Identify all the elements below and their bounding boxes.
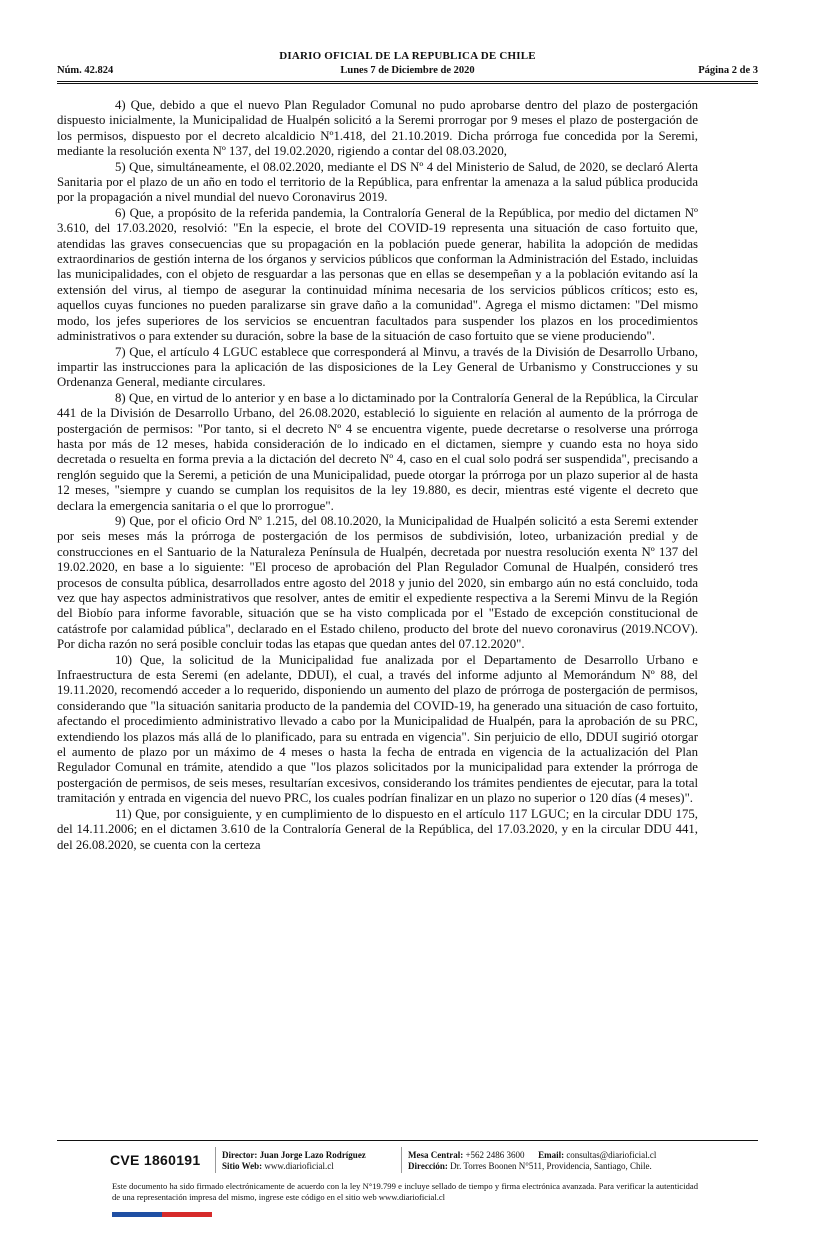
email-label: Email:	[538, 1150, 565, 1160]
paragraph: 8) Que, en virtud de lo anterior y en base a lo dictaminado por la Contraloría General de la República, la Circular 441 de la División de Desarrollo Urbano, del 26.08.2020, estableció lo siguiente en relación al aumento de la prórroga de postergación de permisos: "Por tanto, si el decreto Nº 4 se encuentra vigente, puede decretarse o resolverse una prórroga hasta por más de 12 meses, habida consideración de lo indicado en el dictamen, siempre y cuando esta no hoya sido decretada o resuelta en forma previa a la dictación del decreto Nº 4, caso en el cual solo podrá ser suspendida", precisando a renglón seguido que la Seremi, a petición de una Municipalidad, puede otorgar la prórroga por un plazo superior al de hasta 12 meses, "siempre y cuando se cumplan los requisitos de la ley 19.880, es decir, mientras esté vigente el decreto que declara la emergencia sanitaria o el que lo prorrogue".	[57, 390, 698, 513]
phone-number: +562 2486 3600	[465, 1150, 525, 1160]
paragraph: 7) Que, el artículo 4 LGUC establece que corresponderá al Minvu, a través de la División de Desarrollo Urbano, impartir las instrucciones para la aplicación de las disposiciones de la Ley General de Urbanismo y Construcciones y su Ordenanza General, mediante circulares.	[57, 344, 698, 390]
site-label: Sitio Web:	[222, 1161, 263, 1171]
page-header	[57, 50, 758, 84]
paragraph: 11) Que, por consiguiente, y en cumplimiento de lo dispuesto en el artículo 117 LGUC; en la circular DDU 175, del 14.11.2006; en el dictamen 3.610 de la Contraloría General de la República, del 17.03.2020, y en la circular DDU 441, del 26.08.2020, se cuenta con la certeza	[57, 806, 698, 852]
flag-red-segment	[162, 1212, 212, 1217]
footer-contact-block	[408, 1150, 656, 1172]
header-rule	[57, 81, 758, 82]
document-body	[57, 98, 698, 853]
phone-label: Mesa Central:	[408, 1150, 464, 1160]
footer-rule	[57, 1140, 758, 1141]
footer-divider	[401, 1147, 402, 1173]
email-address[interactable]: consultas@diarioficial.cl	[566, 1150, 657, 1160]
paragraph: 5) Que, simultáneamente, el 08.02.2020, mediante el DS Nº 4 del Ministerio de Salud, de 2020, se declaró Alerta Sanitaria por el plazo de un año en todo el territorio de la República, para enfrentar la amenaza a la salud pública producida por la propagación a nivel mundial del nuevo Coronavirus 2019.	[57, 159, 698, 205]
director-label: Director:	[222, 1150, 258, 1160]
address-label: Dirección:	[408, 1161, 448, 1171]
cve-code: CVE 1860191	[110, 1152, 201, 1168]
paragraph: 10) Que, la solicitud de la Municipalidad fue analizada por el Departamento de Desarrollo Urbano e Infraestructura de esta Seremi (en adelante, DDUI), el cual, a través del informe adjunto al Memorándum Nº 88, del 19.11.2020, recomendó acceder a lo requerido, disponiendo un aumento del plazo de prórroga de postergación de permisos, considerando que "la situación sanitaria producto de la pandemia del COVID-19, ha generado una situación de caso fortuito, afectando el procedimiento administrativo llevado a cabo por la Municipalidad de Hualpén, para la aprobación de su PRC, extendiendo los plazos más allá de lo planificado, para su entrada en vigencia". Sin perjuicio de ello, DDUI sugirió otorgar el aumento de plazo por un máximo de 4 meses o hasta la fecha de entrada en vigencia de la actualización del Plan Regulador Comunal en trámite, atendido a que "los plazos solicitados por la municipalidad para extender la prórroga de postergación de permisos, de seis meses, resultarían excesivos, considerando los trámites pendientes de ejecutar, para la total tramitación y entrada en vigencia del nuevo PRC, los cuales podrían finalizar en un plazo no superior o 120 días (4 meses)".	[57, 652, 698, 806]
paragraph: 6) Que, a propósito de la referida pandemia, la Contraloría General de la República, por medio del dictamen Nº 3.610, del 17.03.2020, resolvió: "En la especie, el brote del COVID-19 representa una situación de caso fortuito que, atendidas las graves consecuencias que su propagación en la población puede generar, habilita la adopción de medidas extraordinarios de gestión interna de los órganos y servicios públicos que conforman la Administración del Estado, incluidas las municipalidades, con el objeto de resguardar a las personas que en ellas se desempeñan y a la población evitando así la extensión del virus, al tiempo de asegurar la continuidad mínima necesaria de los servicios públicos críticos; esto es, aquellos cuyas funciones no pueden paralizarse sin grave daño a la comunidad". Agrega el mismo dictamen: "Del mismo modo, los jefes superiores de los servicios se encuentran facultados para suspender los plazos en los procedimientos administrativos o para extender su duración, sobre la base de la situación de caso fortuito que se viene produciendo".	[57, 205, 698, 344]
director-name: Juan Jorge Lazo Rodríguez	[259, 1150, 366, 1160]
paragraph: 9) Que, por el oficio Ord Nº 1.215, del 08.10.2020, la Municipalidad de Hualpén solicitó a esta Seremi extender por seis meses más la prórroga de postergación de los permisos de subdivisión, loteo, urbanización predial y de construcciones en el Santuario de la Naturaleza Península de Hualpén, decretada por nuestra resolución exenta Nº 137 del 19.02.2020, en base a lo siguiente: "El proceso de aprobación del Plan Regulador Comunal de Hualpén, consideró tres procesos de consulta pública, desarrollados entre agosto del 2018 y junio del 2020, sin embargo aún no está concluido, toda vez que hay aspectos administrativos que resolver, antes de emitir el expediente respectiva a la Seremi Minvu de la Región del Biobío para informe favorable, situación que se ha visto complicada por el "Estado de excepción constitucional de catástrofe por calamidad pública", declarado en el Estado chileno, producto del brote del nuevo coronavirus (2019.NCOV). Por dicha razón no será posible concluir todas las etapas que quedan antes del 07.12.2020".	[57, 513, 698, 652]
footer-director-block	[222, 1150, 366, 1172]
address-text: Dr. Torres Boonen N°511, Providencia, Santiago, Chile.	[450, 1161, 652, 1171]
paragraph: 4) Que, debido a que el nuevo Plan Regulador Comunal no pudo aprobarse dentro del plazo de postergación dispuesto inicialmente, la Municipalidad de Hualpén solicitó a la Seremi prorrogar por 9 meses el plazo de postergación de los permisos, dispuesto por el decreto alcaldicio Nº1.418, del 21.10.2019. Dicha prórroga fue concedida por la Seremi, mediante la resolución exenta Nº 137, del 19.02.2020, rigiendo a contar del 08.03.2020,	[57, 98, 698, 159]
site-url[interactable]: www.diarioficial.cl	[264, 1161, 334, 1171]
verification-note: Este documento ha sido firmado electrónicamente de acuerdo con la ley N°19.799 e incluye sellado de tiempo y firma electrónica avanzada. Para verificar la autenticidad de una representación impresa del mismo, ingrese este código en el sitio web www.diarioficial.cl	[112, 1181, 698, 1202]
publication-title: DIARIO OFICIAL DE LA REPUBLICA DE CHILE	[279, 50, 536, 62]
footer-divider	[215, 1147, 216, 1173]
page-number: Página 2 de 3	[698, 65, 758, 76]
header-rule-secondary	[57, 83, 758, 84]
issue-number: Núm. 42.824	[57, 65, 114, 76]
flag-blue-segment	[112, 1212, 162, 1217]
issue-date: Lunes 7 de Diciembre de 2020	[340, 65, 475, 76]
